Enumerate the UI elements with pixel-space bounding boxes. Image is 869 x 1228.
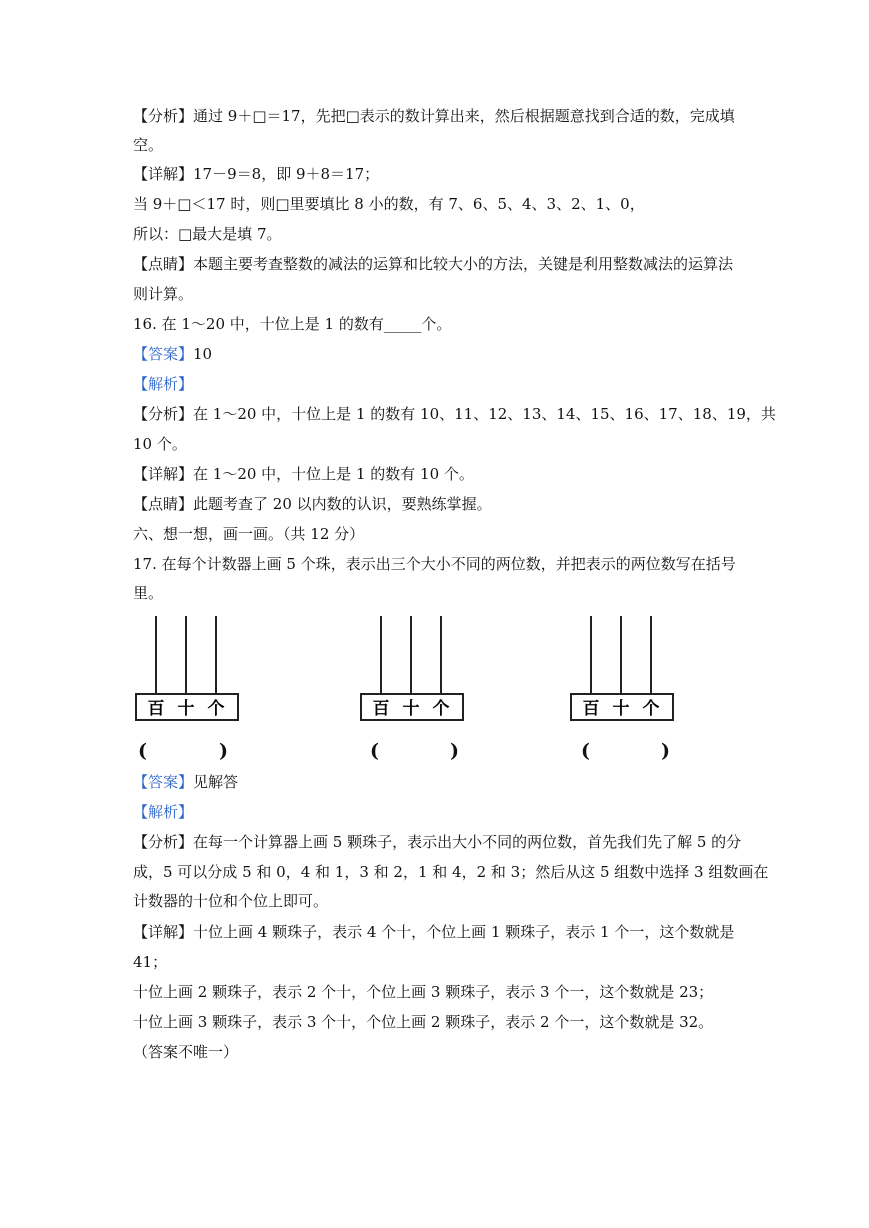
q15-comment-line-1: 【点睛】本题主要考查整数的减法的运算和比较大小的方法，关键是利用整数减法的运算法: [133, 255, 734, 273]
label-hundreds: 百: [582, 699, 600, 719]
analysis-tag: 【分析】: [133, 833, 194, 851]
q15-detail-line-1: 【详解】17－9＝8，即 9＋8＝17；: [133, 165, 380, 183]
q16-jiexi-tag: 【解析】: [133, 375, 194, 393]
q16-answer: 【答案】10: [133, 345, 213, 363]
q16-analysis-line-2: 10 个。: [133, 435, 187, 453]
abacus-3: [570, 614, 674, 724]
q17-question-line-1: 17. 在每个计数器上画 5 个珠，表示出三个大小不同的两位数，并把表示的两位数写在括号: [133, 555, 736, 573]
q16-analysis-line-1: 【分析】在 1～20 中，十位上是 1 的数有 10、11、12、13、14、15、16、17、18、19，共: [133, 405, 776, 423]
q15-detail-line-2: 当 9＋□＜17 时，则□里要填比 8 小的数，有 7、6、5、4、3、2、1、0，: [133, 195, 645, 213]
q17-detail-line-1: 【详解】十位上画 4 颗珠子，表示 4 个十，个位上画 1 颗珠子，表示 1 个一，这个数就是: [133, 923, 735, 941]
detail-tag: 【详解】: [133, 923, 194, 941]
q16-question: 16. 在 1～20 中，十位上是 1 的数有_____个。: [133, 315, 452, 333]
q15-comment-line-2: 则计算。: [133, 285, 194, 303]
q17-detail-line-3: 十位上画 2 颗珠子，表示 2 个十，个位上画 3 颗珠子，表示 3 个一，这个数就是 23；: [133, 983, 714, 1001]
q17-detail-line-4: 十位上画 3 颗珠子，表示 3 个十，个位上画 2 颗珠子，表示 2 个一，这个数就是 32。: [133, 1013, 714, 1031]
label-ones: 个: [207, 699, 225, 719]
q15-analysis-line-1: 【分析】通过 9＋□＝17，先把□表示的数计算出来，然后根据题意找到合适的数，完成填: [133, 107, 735, 125]
q17-analysis-line-1: 【分析】在每一个计算器上画 5 颗珠子，表示出大小不同的两位数，首先我们先了解 5 的分: [133, 833, 742, 851]
analysis-tag: 【分析】: [133, 405, 194, 423]
abacus-2: [360, 614, 464, 724]
section-6-heading: 六、想一想，画一画。（共 12 分）: [133, 525, 365, 543]
label-tens: 十: [612, 699, 630, 719]
label-tens: 十: [402, 699, 420, 719]
label-hundreds: 百: [147, 699, 165, 719]
paren-open-2: (: [370, 740, 379, 762]
comment-tag: 【点睛】: [133, 495, 194, 513]
paren-open-3: (: [581, 740, 590, 762]
detail-tag: 【详解】: [133, 465, 194, 483]
q16-comment-line-1: 【点睛】此题考查了 20 以内数的认识，要熟练掌握。: [133, 495, 492, 513]
q17-answer: 【答案】见解答: [133, 773, 239, 791]
label-ones: 个: [432, 699, 450, 719]
q17-analysis-line-3: 计数器的十位和个位上即可。: [133, 892, 329, 910]
q17-analysis-line-2: 成，5 可以分成 5 和 0，4 和 1，3 和 2，1 和 4，2 和 3；然后从这 5 组数中选择 3 组数画在: [133, 863, 769, 881]
label-tens: 十: [177, 699, 195, 719]
abacus-1: [135, 614, 239, 724]
q17-question-line-2: 里。: [133, 584, 164, 602]
detail-tag: 【详解】: [133, 165, 194, 183]
q17-jiexi-tag: 【解析】: [133, 803, 194, 821]
paren-open-1: (: [138, 740, 147, 762]
answer-tag: 【答案】: [133, 773, 194, 791]
paren-close-3: ): [661, 740, 670, 762]
abacus-1-drawing: [135, 614, 239, 724]
comment-tag: 【点睛】: [133, 255, 194, 273]
q15-detail-line-3: 所以：□最大是填 7。: [133, 225, 282, 243]
label-ones: 个: [642, 699, 660, 719]
q15-analysis-line-2: 空。: [133, 136, 164, 154]
answer-tag: 【答案】: [133, 345, 194, 363]
paren-close-1: ): [219, 740, 228, 762]
paren-close-2: ): [450, 740, 459, 762]
q17-note: （答案不唯一）: [133, 1043, 239, 1061]
analysis-tag: 【分析】: [133, 107, 194, 125]
label-hundreds: 百: [372, 699, 390, 719]
abacus-2-drawing: [360, 614, 464, 724]
q17-detail-line-2: 41；: [133, 953, 168, 971]
q16-detail-line-1: 【详解】在 1～20 中，十位上是 1 的数有 10 个。: [133, 465, 474, 483]
abacus-3-drawing: [570, 614, 674, 724]
